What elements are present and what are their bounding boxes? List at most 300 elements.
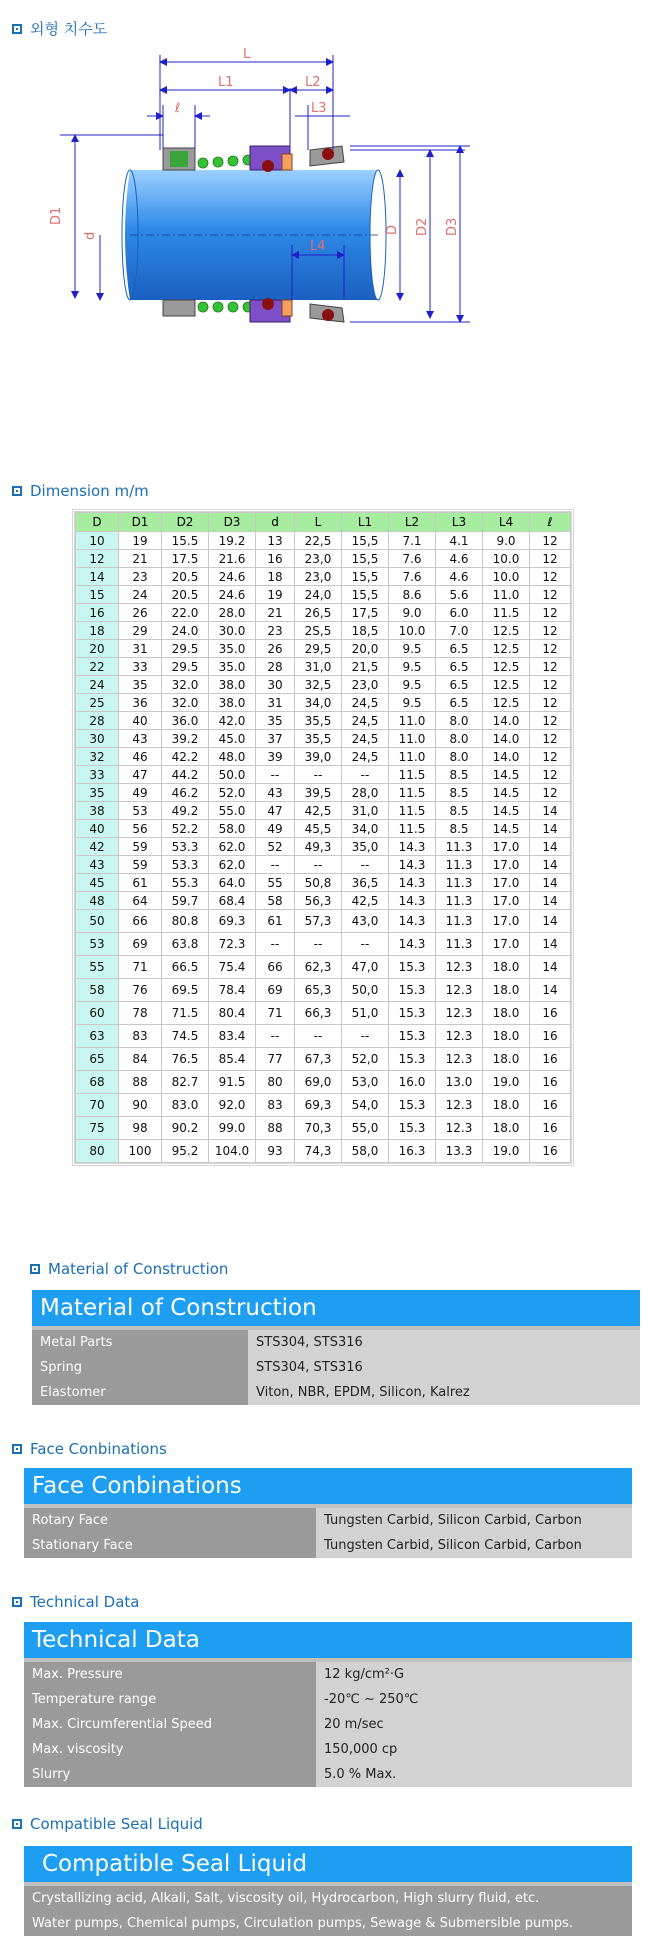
technical-value: 20 m/sec [316, 1712, 632, 1737]
table-row [76, 1140, 571, 1163]
table-cell: 14.5 [483, 802, 530, 820]
table-cell: 80 [76, 1140, 119, 1163]
table-cell: 8.5 [436, 820, 483, 838]
table-cell: 17.0 [483, 892, 530, 910]
table-cell: 50,8 [295, 874, 342, 892]
table-cell: 14.3 [389, 910, 436, 933]
table-cell: 47,0 [342, 956, 389, 979]
table-cell: 9.5 [389, 640, 436, 658]
table-cell: 7.0 [436, 622, 483, 640]
table-cell: 6.0 [436, 604, 483, 622]
table-row [76, 979, 571, 1002]
table-row [76, 892, 571, 910]
table-header-row [76, 513, 571, 532]
table-cell: 14 [530, 838, 571, 856]
table-cell: 49,3 [295, 838, 342, 856]
table-row [76, 910, 571, 933]
table-cell: 69 [256, 979, 295, 1002]
section-heading-outline [12, 18, 107, 39]
label-L3: L3 [311, 101, 327, 116]
table-cell: 44.2 [162, 766, 209, 784]
table-cell: 18.0 [483, 1117, 530, 1140]
table-cell: 12.5 [483, 676, 530, 694]
table-cell: 11.3 [436, 910, 483, 933]
table-cell: 69 [119, 933, 162, 956]
table-cell: 39 [256, 748, 295, 766]
bullet-square-icon [12, 1444, 22, 1454]
table-cell: 38 [76, 802, 119, 820]
table-cell: 93 [256, 1140, 295, 1163]
table-cell: 38.0 [209, 676, 256, 694]
table-cell: 29,5 [295, 640, 342, 658]
table-row [76, 1048, 571, 1071]
table-row [76, 820, 571, 838]
table-cell: 31,0 [295, 658, 342, 676]
table-cell: 12 [530, 784, 571, 802]
table-cell: 19.2 [209, 532, 256, 550]
table-cell: 104.0 [209, 1140, 256, 1163]
table-cell: 17.5 [162, 550, 209, 568]
table-cell: 61 [256, 910, 295, 933]
table-cell: 49.2 [162, 802, 209, 820]
table-cell: 56,3 [295, 892, 342, 910]
table-cell: 15,5 [342, 586, 389, 604]
table-cell: 11.5 [389, 766, 436, 784]
table-cell: 14.3 [389, 874, 436, 892]
table-cell: 8.0 [436, 712, 483, 730]
table-cell: 16 [530, 1002, 571, 1025]
technical-value: 5.0 % Max. [316, 1762, 632, 1787]
table-cell: 32.0 [162, 694, 209, 712]
table-cell: 18 [256, 568, 295, 586]
table-cell: 35,0 [342, 838, 389, 856]
table-cell: 83 [256, 1094, 295, 1117]
table-cell: 17.0 [483, 910, 530, 933]
table-cell: 14 [530, 979, 571, 1002]
table-row [76, 874, 571, 892]
table-cell: 49 [256, 820, 295, 838]
material-box [32, 1290, 640, 1405]
liquid-row [24, 1911, 632, 1936]
table-cell: 12 [530, 604, 571, 622]
table-cell: 15,5 [342, 568, 389, 586]
table-cell: 69.5 [162, 979, 209, 1002]
table-cell: 16 [530, 1025, 571, 1048]
table-cell: 14.5 [483, 766, 530, 784]
table-cell: 12 [530, 694, 571, 712]
table-cell: 19.0 [483, 1071, 530, 1094]
table-row [76, 838, 571, 856]
table-cell: 48 [76, 892, 119, 910]
table-cell: 12 [530, 622, 571, 640]
column-header: d [256, 513, 295, 532]
table-row [76, 1025, 571, 1048]
table-cell: 20.5 [162, 568, 209, 586]
table-cell: 4.1 [436, 532, 483, 550]
table-cell: 43 [76, 856, 119, 874]
table-cell: 8.0 [436, 730, 483, 748]
table-cell: 80.4 [209, 1002, 256, 1025]
table-cell: 45.0 [209, 730, 256, 748]
table-cell: 26 [119, 604, 162, 622]
table-cell: 15.3 [389, 1002, 436, 1025]
table-cell: 19 [256, 586, 295, 604]
table-cell: 47 [256, 802, 295, 820]
table-cell: 32 [76, 748, 119, 766]
table-cell: 51,0 [342, 1002, 389, 1025]
table-cell: 64.0 [209, 874, 256, 892]
table-cell: 30 [76, 730, 119, 748]
table-cell: 70 [76, 1094, 119, 1117]
table-cell: 91.5 [209, 1071, 256, 1094]
table-cell: 12 [76, 550, 119, 568]
table-cell: -- [295, 1025, 342, 1048]
table-cell: -- [342, 1025, 389, 1048]
table-cell: 29 [119, 622, 162, 640]
table-cell: 45,5 [295, 820, 342, 838]
table-cell: 11.0 [389, 712, 436, 730]
table-cell: 24 [76, 676, 119, 694]
table-cell: 34,0 [295, 694, 342, 712]
table-cell: 2S,5 [295, 622, 342, 640]
table-cell: 67,3 [295, 1048, 342, 1071]
label-D3: D3 [445, 217, 460, 236]
column-header: L3 [436, 513, 483, 532]
technical-value: -20℃ ~ 250℃ [316, 1687, 632, 1712]
label-D2: D2 [415, 217, 430, 236]
label-L4: L4 [310, 239, 326, 254]
table-cell: 15.3 [389, 956, 436, 979]
material-value: STS304, STS316 [248, 1355, 640, 1380]
table-row [76, 604, 571, 622]
table-cell: 8.5 [436, 766, 483, 784]
table-cell: 14 [530, 910, 571, 933]
table-cell: 16 [76, 604, 119, 622]
table-cell: 66 [256, 956, 295, 979]
technical-row [24, 1662, 632, 1687]
face-row [24, 1508, 632, 1533]
table-cell: 82.7 [162, 1071, 209, 1094]
table-cell: 12.5 [483, 640, 530, 658]
technical-row [24, 1762, 632, 1787]
table-cell: 50.0 [209, 766, 256, 784]
column-header: ℓ [530, 513, 571, 532]
label-L1: L1 [218, 75, 234, 90]
table-cell: 23,0 [342, 676, 389, 694]
table-cell: 12 [530, 766, 571, 784]
table-cell: 10.0 [483, 550, 530, 568]
table-row [76, 658, 571, 676]
table-cell: 76.5 [162, 1048, 209, 1071]
table-cell: 58,0 [342, 1140, 389, 1163]
table-cell: 78 [119, 1002, 162, 1025]
section-title: Material of Construction [48, 1260, 229, 1278]
table-cell: 22 [76, 658, 119, 676]
table-cell: 21.6 [209, 550, 256, 568]
table-cell: 18.0 [483, 979, 530, 1002]
table-cell: 36.0 [162, 712, 209, 730]
table-cell: 68.4 [209, 892, 256, 910]
table-cell: 75 [76, 1117, 119, 1140]
table-cell: 23 [119, 568, 162, 586]
section-heading-technical [12, 1593, 139, 1611]
table-cell: 11.0 [389, 748, 436, 766]
table-cell: 48.0 [209, 748, 256, 766]
label-L2: L2 [305, 75, 321, 90]
table-cell: 28 [256, 658, 295, 676]
table-cell: 14.5 [483, 820, 530, 838]
section-heading-material [30, 1260, 228, 1278]
table-cell: 8.5 [436, 784, 483, 802]
table-cell: 58.0 [209, 820, 256, 838]
liquid-line: Water pumps, Chemical pumps, Circulation pumps, Sewage & Submersible pumps. [24, 1911, 632, 1936]
table-cell: 15.5 [162, 532, 209, 550]
table-cell: 10.0 [483, 568, 530, 586]
table-cell: -- [256, 933, 295, 956]
bullet-square-icon [30, 1264, 40, 1274]
table-cell: 24,5 [342, 694, 389, 712]
table-cell: 11.0 [389, 730, 436, 748]
liquid-box [24, 1846, 632, 1936]
table-cell: 14 [530, 956, 571, 979]
table-cell: 63 [76, 1025, 119, 1048]
table-cell: 16 [530, 1117, 571, 1140]
table-cell: 31,0 [342, 802, 389, 820]
table-cell: 14.0 [483, 748, 530, 766]
table-cell: 16 [530, 1140, 571, 1163]
table-cell: 92.0 [209, 1094, 256, 1117]
table-cell: 35 [256, 712, 295, 730]
table-cell: 39,5 [295, 784, 342, 802]
table-cell: 78.4 [209, 979, 256, 1002]
table-cell: 57,3 [295, 910, 342, 933]
table-cell: 64 [119, 892, 162, 910]
table-cell: 39,0 [295, 748, 342, 766]
technical-value: 12 kg/cm²·G [316, 1662, 632, 1687]
table-cell: 35,5 [295, 712, 342, 730]
table-cell: 8.0 [436, 748, 483, 766]
table-cell: 45 [76, 874, 119, 892]
table-cell: 28 [76, 712, 119, 730]
section-title: Compatible Seal Liquid [30, 1815, 203, 1833]
table-cell: 88 [119, 1071, 162, 1094]
table-cell: 12 [530, 640, 571, 658]
face-row [24, 1533, 632, 1558]
table-cell: 14 [530, 856, 571, 874]
table-cell: 53,0 [342, 1071, 389, 1094]
label-d: d [83, 231, 98, 240]
table-cell: 15,5 [342, 550, 389, 568]
table-cell: -- [295, 766, 342, 784]
section-heading-dimension [12, 482, 149, 500]
table-cell: 95.2 [162, 1140, 209, 1163]
table-cell: 71.5 [162, 1002, 209, 1025]
table-cell: 50,0 [342, 979, 389, 1002]
face-key: Stationary Face [24, 1533, 316, 1558]
table-cell: 24.6 [209, 568, 256, 586]
bullet-square-icon [12, 1597, 22, 1607]
table-cell: 50 [76, 910, 119, 933]
table-cell: 24,0 [295, 586, 342, 604]
table-cell: 9.0 [483, 532, 530, 550]
table-cell: 9.5 [389, 694, 436, 712]
table-cell: 40 [76, 820, 119, 838]
table-cell: 29.5 [162, 640, 209, 658]
table-cell: 99.0 [209, 1117, 256, 1140]
technical-key: Max. Circumferential Speed [24, 1712, 316, 1737]
table-cell: 18.0 [483, 956, 530, 979]
table-cell: 20,0 [342, 640, 389, 658]
liquid-line: Crystallizing acid, Alkali, Salt, viscosity oil, Hydrocarbon, High slurry fluid, etc. [24, 1886, 632, 1911]
table-cell: 80 [256, 1071, 295, 1094]
table-cell: 21 [256, 604, 295, 622]
table-cell: 70,3 [295, 1117, 342, 1140]
table-cell: 15.3 [389, 1117, 436, 1140]
table-cell: 35.0 [209, 658, 256, 676]
table-cell: 88 [256, 1117, 295, 1140]
table-row [76, 676, 571, 694]
table-row [76, 956, 571, 979]
table-cell: 11.5 [389, 784, 436, 802]
table-cell: 66 [119, 910, 162, 933]
table-cell: 12.3 [436, 1048, 483, 1071]
table-cell: 34,0 [342, 820, 389, 838]
table-cell: 11.3 [436, 838, 483, 856]
table-cell: 7.6 [389, 550, 436, 568]
table-cell: 59 [119, 838, 162, 856]
label-l: ℓ [175, 101, 181, 116]
label-L: L [243, 47, 251, 62]
table-cell: 35.0 [209, 640, 256, 658]
table-cell: 8.6 [389, 586, 436, 604]
table-cell: 18 [76, 622, 119, 640]
table-cell: 4.6 [436, 568, 483, 586]
table-cell: 13 [256, 532, 295, 550]
table-cell: 47 [119, 766, 162, 784]
table-cell: 8.5 [436, 802, 483, 820]
table-cell: 9.5 [389, 658, 436, 676]
seal-dimension-diagram [49, 47, 600, 390]
table-cell: 12 [530, 586, 571, 604]
table-cell: 55.3 [162, 874, 209, 892]
table-row [76, 586, 571, 604]
table-cell: 62.0 [209, 856, 256, 874]
table-row [76, 856, 571, 874]
table-cell: 54,0 [342, 1094, 389, 1117]
table-cell: 33 [119, 658, 162, 676]
table-cell: 30.0 [209, 622, 256, 640]
technical-value: 150,000 cp [316, 1737, 632, 1762]
table-cell: 59.7 [162, 892, 209, 910]
table-cell: 26,5 [295, 604, 342, 622]
table-cell: 25 [76, 694, 119, 712]
face-value: Tungsten Carbid, Silicon Carbid, Carbon [316, 1508, 632, 1533]
table-cell: 14.3 [389, 856, 436, 874]
face-value: Tungsten Carbid, Silicon Carbid, Carbon [316, 1533, 632, 1558]
table-cell: 39.2 [162, 730, 209, 748]
technical-box-title: Technical Data [24, 1622, 632, 1662]
material-value: STS304, STS316 [248, 1330, 640, 1355]
table-cell: 14 [530, 820, 571, 838]
table-cell: -- [256, 856, 295, 874]
face-key: Rotary Face [24, 1508, 316, 1533]
table-cell: 17.0 [483, 838, 530, 856]
table-cell: 43 [119, 730, 162, 748]
table-cell: 24 [119, 586, 162, 604]
table-row [76, 784, 571, 802]
table-cell: 14.0 [483, 712, 530, 730]
table-cell: 72.3 [209, 933, 256, 956]
technical-key: Temperature range [24, 1687, 316, 1712]
column-header: D2 [162, 513, 209, 532]
table-row [76, 730, 571, 748]
table-cell: 12.5 [483, 694, 530, 712]
column-header: D3 [209, 513, 256, 532]
table-cell: 43,0 [342, 910, 389, 933]
table-cell: 55 [76, 956, 119, 979]
table-cell: 60 [76, 1002, 119, 1025]
table-cell: 31 [119, 640, 162, 658]
table-cell: 32,5 [295, 676, 342, 694]
table-cell: 19 [119, 532, 162, 550]
table-cell: 14.3 [389, 838, 436, 856]
table-cell: 69,3 [295, 1094, 342, 1117]
technical-row [24, 1687, 632, 1712]
table-cell: 18.0 [483, 1002, 530, 1025]
table-cell: 15.3 [389, 1048, 436, 1071]
table-row [76, 748, 571, 766]
table-cell: 11.3 [436, 892, 483, 910]
table-cell: 58 [76, 979, 119, 1002]
table-cell: 16 [530, 1094, 571, 1117]
table-cell: 14.5 [483, 784, 530, 802]
material-key: Elastomer [32, 1380, 248, 1405]
table-cell: 12 [530, 532, 571, 550]
technical-key: Max. Pressure [24, 1662, 316, 1687]
table-cell: 71 [119, 956, 162, 979]
column-header: L [295, 513, 342, 532]
table-cell: 35 [119, 676, 162, 694]
table-cell: 6.5 [436, 694, 483, 712]
column-header: L1 [342, 513, 389, 532]
table-cell: 52,0 [342, 1048, 389, 1071]
table-cell: 20.5 [162, 586, 209, 604]
technical-box [24, 1622, 632, 1787]
table-cell: 53.3 [162, 856, 209, 874]
table-cell: 42,5 [342, 892, 389, 910]
table-cell: 40 [119, 712, 162, 730]
table-cell: 66,3 [295, 1002, 342, 1025]
table-cell: 16 [530, 1071, 571, 1094]
table-cell: 5.6 [436, 586, 483, 604]
table-row [76, 712, 571, 730]
table-cell: 4.6 [436, 550, 483, 568]
table-cell: 13.3 [436, 1140, 483, 1163]
table-cell: 12 [530, 730, 571, 748]
table-cell: 12 [530, 568, 571, 586]
section-title: Face Conbinations [30, 1440, 167, 1458]
table-cell: 80.8 [162, 910, 209, 933]
table-cell: 7.6 [389, 568, 436, 586]
table-cell: 24,5 [342, 730, 389, 748]
material-key: Spring [32, 1355, 248, 1380]
table-cell: 26 [256, 640, 295, 658]
table-cell: 20 [76, 640, 119, 658]
table-cell: 30 [256, 676, 295, 694]
column-header: L2 [389, 513, 436, 532]
technical-key: Slurry [24, 1762, 316, 1787]
section-title: 외형 치수도 [30, 20, 108, 38]
